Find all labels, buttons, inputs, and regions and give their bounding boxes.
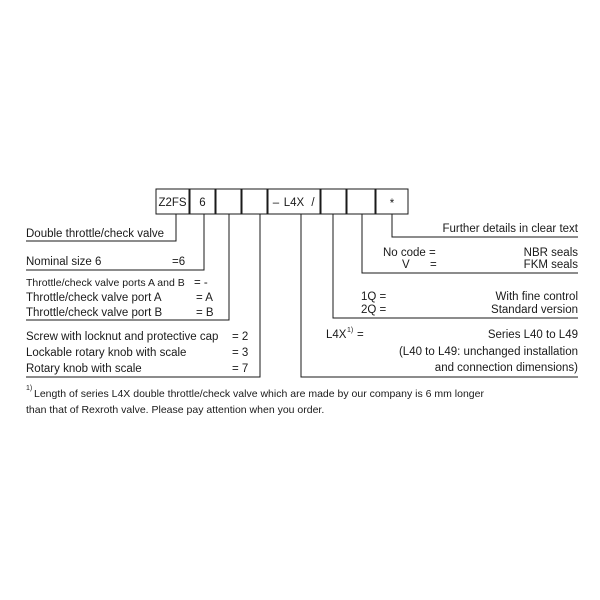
- label-series-note-1: (L40 to L49: unchanged installation: [398, 346, 578, 358]
- footnote: [26, 385, 484, 416]
- label-port-b-value: = B: [196, 307, 214, 319]
- label-fkm-code: V: [402, 259, 410, 271]
- label-nbr-value: NBR seals: [523, 247, 578, 259]
- label-ports-ab: Throttle/check valve ports A and B: [26, 277, 185, 289]
- footnote-line-2: than that of Rexroth valve. Please pay attention when you order.: [26, 404, 325, 416]
- label-lockable-value: = 3: [232, 347, 249, 359]
- label-series-eq: =: [357, 329, 364, 341]
- label-ports-ab-value: = -: [194, 277, 208, 289]
- label-nbr-code: No code =: [383, 247, 436, 259]
- code-box-variant: [321, 189, 346, 214]
- label-fine-code: 1Q =: [361, 291, 387, 303]
- label-series-value: Series L40 to L49: [487, 329, 578, 341]
- code-box-seals: [347, 189, 375, 214]
- left-labels: [26, 228, 248, 375]
- code-size-text: 6: [199, 197, 206, 209]
- label-nominal-size: Nominal size 6: [26, 256, 102, 268]
- label-port-a-value: = A: [196, 292, 213, 304]
- label-rotary-value: = 7: [232, 363, 249, 375]
- code-box-adjustment: [242, 189, 267, 214]
- label-std-code: 2Q =: [361, 304, 387, 316]
- label-lockable: Lockable rotary knob with scale: [26, 347, 187, 359]
- ordering-code-boxes: [156, 189, 408, 214]
- code-series-dash-text: –: [272, 197, 280, 209]
- code-details-text: *: [389, 198, 395, 210]
- label-series-code: L4X: [326, 329, 347, 341]
- label-fkm-value: FKM seals: [523, 259, 578, 271]
- label-series-note-2: and connection dimensions): [434, 362, 578, 374]
- label-double-valve: Double throttle/check valve: [26, 228, 165, 240]
- footnote-line-1: Length of series L4X double throttle/check valve which are made by our company is 6 mm longer: [34, 388, 484, 400]
- label-series-sup: 1): [347, 327, 354, 334]
- code-series-text: L4X: [283, 197, 305, 209]
- code-series-label-text: Z2FS: [158, 197, 187, 209]
- footnote-marker: 1): [26, 385, 33, 392]
- label-fine-value: With fine control: [495, 291, 578, 303]
- right-labels: [326, 223, 579, 374]
- label-screw: Screw with locknut and protective cap: [26, 331, 219, 343]
- label-screw-value: = 2: [232, 331, 249, 343]
- label-fkm-eq: =: [430, 259, 437, 271]
- code-box-ports: [216, 189, 241, 214]
- label-port-b: Throttle/check valve port B: [26, 307, 163, 319]
- label-port-a: Throttle/check valve port A: [26, 292, 162, 304]
- code-slash-text: /: [311, 197, 315, 209]
- label-rotary: Rotary knob with scale: [26, 363, 142, 375]
- label-further-details: Further details in clear text: [442, 223, 578, 235]
- label-nominal-value: =6: [172, 256, 186, 268]
- label-std-value: Standard version: [491, 304, 578, 316]
